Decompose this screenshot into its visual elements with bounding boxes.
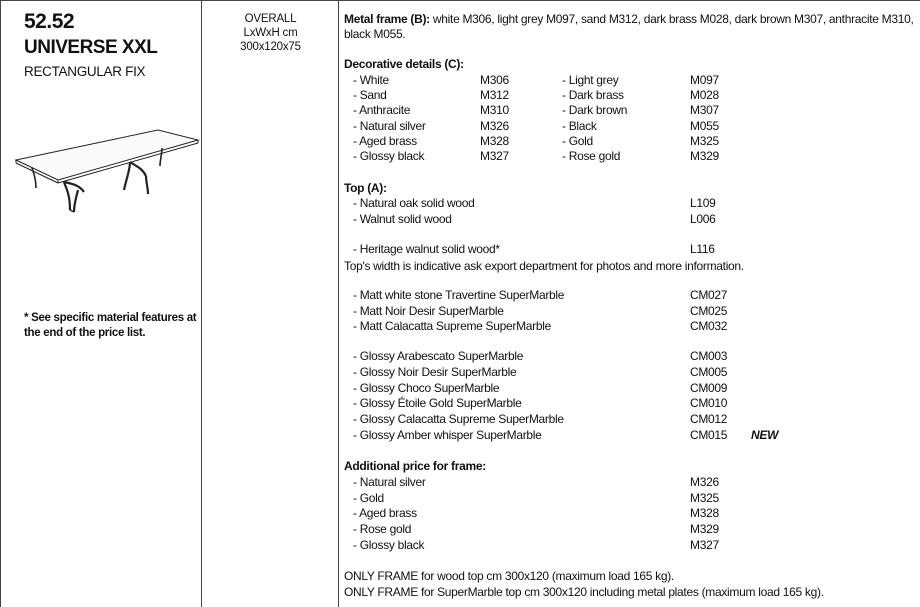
glossy-code-1: CM005 [690, 365, 728, 379]
deco-right-code-3: M055 [690, 119, 719, 133]
metal-frame-line2: black M055. [344, 27, 406, 41]
footer-line1: ONLY FRAME for wood top cm 300x120 (maximum load 165 kg). [344, 569, 674, 583]
material-note: * See specific material features at the end of the price list. [24, 312, 197, 339]
deco-left-name-5: - Glossy black [353, 149, 425, 163]
glossy-code-3: CM010 [690, 396, 728, 410]
deco-left-name-0: - White [353, 73, 389, 87]
footer-line2: ONLY FRAME for SuperMarble top cm 300x120 including metal plates (maximum load 165 kg). [344, 585, 824, 599]
heritage-code: L116 [690, 242, 715, 256]
additional-code-0: M326 [690, 475, 719, 489]
deco-left-name-4: - Aged brass [353, 134, 417, 148]
additional-code-3: M329 [690, 522, 719, 536]
dimensions-label: OVERALL [244, 13, 297, 25]
deco-left-code-1: M312 [480, 88, 509, 102]
product-subtitle: RECTANGULAR FIX [24, 64, 146, 79]
matt-code-0: CM027 [690, 288, 728, 302]
product-code: 52.52 [24, 10, 75, 33]
top-width-note: Top's width is indicative ask export department for photos and more information. [344, 259, 744, 273]
column-divider-2 [338, 0, 339, 607]
dimensions-cell [205, 12, 336, 54]
dimensions-value: 300x120x75 [240, 41, 301, 53]
additional-name-2: - Aged brass [353, 506, 417, 520]
wood-name-0: - Natural oak solid wood [353, 196, 475, 210]
column-divider-1 [201, 0, 202, 607]
deco-left-name-3: - Natural silver [353, 119, 426, 133]
metal-frame-text: white M306, light grey M097, sand M312, dark brass M028, dark brown M307, anthracite M310, [429, 12, 914, 26]
matt-code-1: CM025 [690, 304, 728, 318]
dimensions-unit: LxWxH cm [243, 27, 298, 39]
front-right-leg [124, 162, 148, 194]
top-border [0, 0, 920, 1]
top-title: Top (A): [344, 181, 387, 195]
deco-right-code-5: M329 [690, 149, 719, 163]
deco-left-name-2: - Anthracite [353, 103, 411, 117]
glossy-name-3: - Glossy Étoile Gold SuperMarble [353, 396, 522, 410]
matt-name-0: - Matt white stone Travertine SuperMarble [353, 288, 565, 302]
glossy-name-2: - Glossy Choco SuperMarble [353, 381, 500, 395]
wood-code-1: L006 [690, 212, 716, 226]
wood-name-1: - Walnut solid wood [353, 212, 452, 226]
heritage-name: - Heritage walnut solid wood* [353, 242, 500, 256]
deco-right-code-0: M097 [690, 73, 719, 87]
matt-name-1: - Matt Noir Desir SuperMarble [353, 304, 504, 318]
table-top-outline [16, 130, 198, 180]
matt-name-2: - Matt Calacatta Supreme SuperMarble [353, 319, 551, 333]
deco-left-code-5: M327 [480, 149, 509, 163]
deco-right-name-1: - Dark brass [562, 88, 624, 102]
deco-left-code-4: M328 [480, 134, 509, 148]
wood-code-0: L109 [690, 196, 716, 210]
deco-right-name-5: - Rose gold [562, 149, 621, 163]
glossy-name-1: - Glossy Noir Desir SuperMarble [353, 365, 517, 379]
table-drawing [12, 110, 202, 220]
glossy-name-0: - Glossy Arabescato SuperMarble [353, 349, 524, 363]
deco-right-name-2: - Dark brown [562, 103, 628, 117]
deco-left-code-0: M306 [480, 73, 509, 87]
metal-frame-line1 [344, 12, 914, 26]
additional-code-4: M327 [690, 538, 719, 552]
glossy-code-4: CM012 [690, 412, 728, 426]
additional-code-2: M328 [690, 506, 719, 520]
additional-name-1: - Gold [353, 491, 384, 505]
glossy-code-0: CM003 [690, 349, 728, 363]
metal-frame-label: Metal frame (B): [344, 12, 430, 26]
new-badge: NEW [751, 428, 779, 442]
deco-right-code-1: M028 [690, 88, 719, 102]
additional-name-3: - Rose gold [353, 522, 412, 536]
glossy-name-4: - Glossy Calacatta Supreme SuperMarble [353, 412, 564, 426]
front-left-leg [64, 182, 84, 212]
back-left-leg [32, 168, 36, 188]
additional-name-4: - Glossy black [353, 538, 425, 552]
deco-left-code-2: M310 [480, 103, 509, 117]
deco-right-code-4: M325 [690, 134, 719, 148]
left-border [0, 0, 1, 607]
decorative-title: Decorative details (C): [344, 57, 464, 71]
additional-title: Additional price for frame: [344, 459, 486, 473]
product-name: UNIVERSE XXL [24, 37, 158, 58]
glossy-code-5: CM015 [690, 428, 728, 442]
deco-left-code-3: M326 [480, 119, 509, 133]
deco-right-name-0: - Light grey [562, 73, 619, 87]
deco-right-name-3: - Black [562, 119, 597, 133]
glossy-name-5: - Glossy Amber whisper SuperMarble [353, 428, 542, 442]
deco-left-name-1: - Sand [353, 88, 387, 102]
deco-right-code-2: M307 [690, 103, 719, 117]
additional-code-1: M325 [690, 491, 719, 505]
glossy-code-2: CM009 [690, 381, 728, 395]
deco-right-name-4: - Gold [562, 134, 593, 148]
additional-name-0: - Natural silver [353, 475, 426, 489]
matt-code-2: CM032 [690, 319, 728, 333]
